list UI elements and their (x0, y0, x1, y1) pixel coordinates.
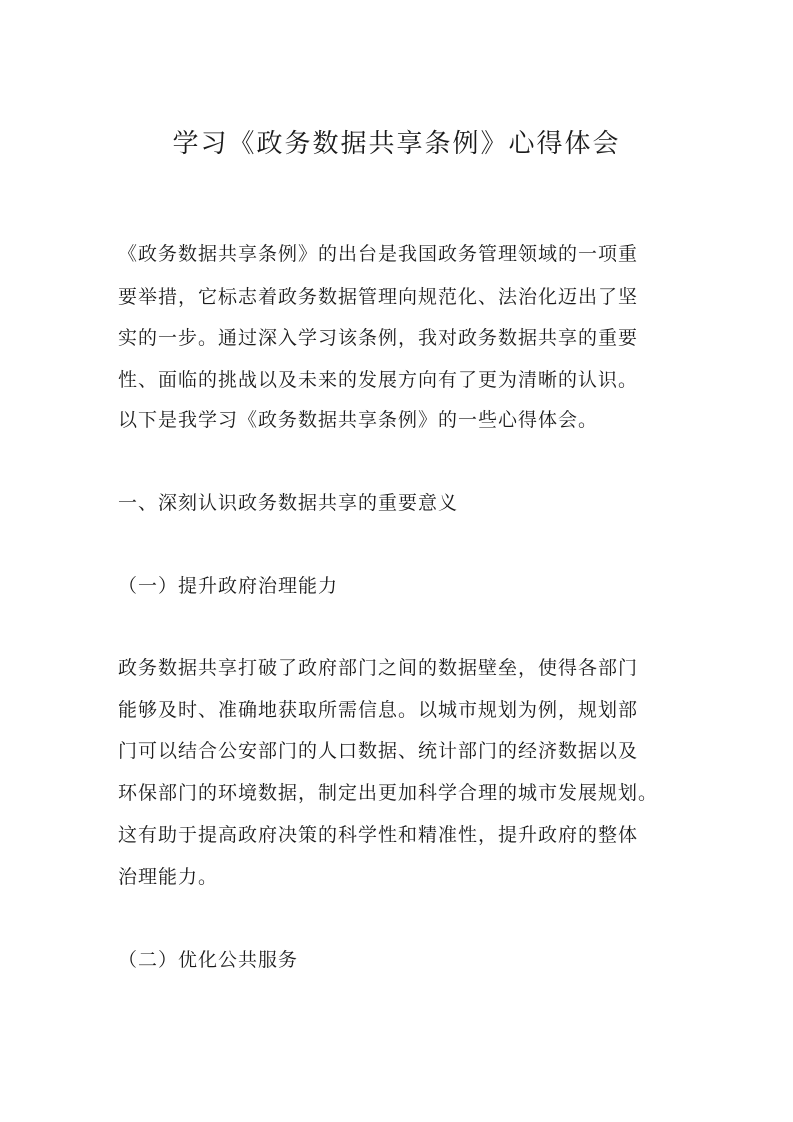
intro-line: 《政务数据共享条例》的出台是我国政务管理领域的一项重 (118, 243, 639, 265)
intro-line: 性、面临的挑战以及未来的发展方向有了更为清晰的认识。 (118, 369, 639, 391)
intro-line: 实的一步。通过深入学习该条例，我对政务数据共享的重要 (118, 327, 639, 349)
subsection-heading: （二）优化公共服务 (118, 949, 299, 971)
body-line: 政务数据共享打破了政府部门之间的数据壁垒，使得各部门 (118, 657, 639, 679)
body-line: 这有助于提高政府决策的科学性和精准性，提升政府的整体 (118, 824, 639, 846)
section-heading: 一、深刻认识政务数据共享的重要意义 (118, 492, 459, 514)
intro-line: 以下是我学习《政务数据共享条例》的一些心得体会。 (118, 409, 599, 431)
document-title: 学习《政务数据共享条例》心得体会 (172, 129, 621, 159)
subsection-heading: （一）提升政府治理能力 (118, 575, 339, 597)
body-line: 门可以结合公安部门的人口数据、统计部门的经济数据以及 (118, 740, 639, 762)
body-line: 治理能力。 (118, 866, 219, 888)
intro-line: 要举措，它标志着政务数据管理向规范化、法治化迈出了坚 (118, 286, 639, 308)
body-line: 环保部门的环境数据，制定出更加科学合理的城市发展规划。 (118, 782, 659, 804)
body-line: 能够及时、准确地获取所需信息。以城市规划为例，规划部 (118, 699, 639, 721)
